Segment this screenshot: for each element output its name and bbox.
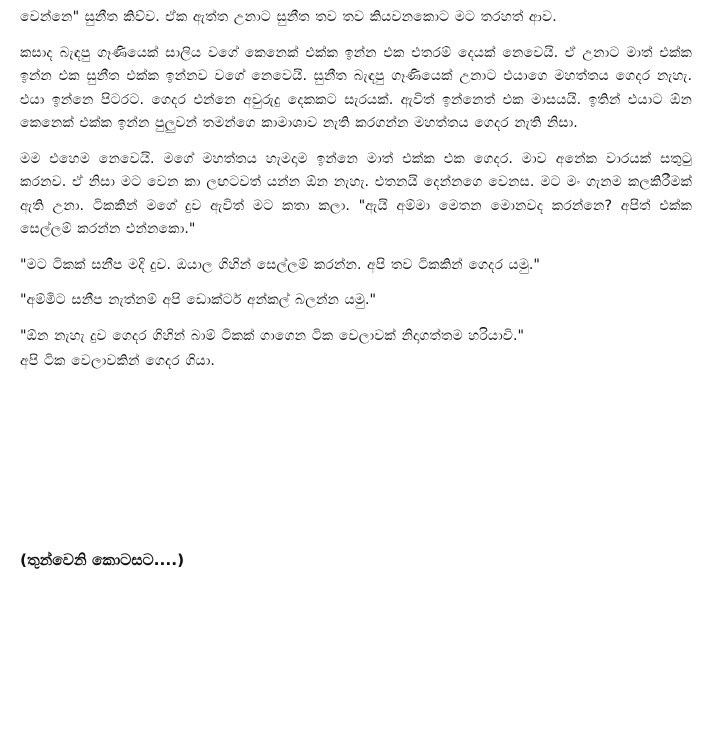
continued-note: (තුන්වෙනි කොටසට....)	[20, 551, 185, 569]
paragraph-3: මම එහෙම නෙවෙයි. මගේ මහත්තය හැමදාම ඉන්නෙ මාත් එක්ක එක ගෙදර. මාව අනේක වාරයක් සතුටු කරනව. ඒ නිසා මට වෙන කා ලඟටවත් යන්න ඕන නැහැ. එතනයි දෙන්නගෙ වෙනස. මට මං ගැනම කලකිරීමක් ඇති උනා. ටිකකින් මගේ දුව ඇවිත් මට කතා කලා. "ඇයි අම්මා මෙතන මොනවද කරන්නෙ? අපිත් එක්ක සෙල්ලම් කරන්න එන්නකො."	[20, 150, 692, 237]
document-body	[20, 6, 692, 386]
paragraph-6: "ඕන නැහැ දුව ගෙදර ගිහින් බාම් ටිකක් ගාගෙන ටික වෙලාවක් නිදාගත්තම හරියාවි."	[20, 327, 525, 344]
paragraph-5: "අම්මිට සනීප නැත්නම් අපි ඩොක්ටර් අන්කල් බලන්න යමු."	[20, 292, 377, 308]
paragraph-1: වෙන්නෙ" සුනීත කිව්ව. ඒක ඇත්ත උනාට සුනීත තව තව කියවනකොට මට තරහත් ආව.	[20, 9, 557, 25]
paragraph-4: "මට ටිකක් සනීප මදි දුව. ඔයාල ගිහින් සෙල්ලම් කරන්න. අපි තව ටිකකින් ගෙදර යමු."	[20, 256, 540, 273]
paragraph-7: අපි ටික වෙලාවකින් ගෙදර ගියා.	[20, 353, 215, 369]
paragraph-2: කසාද බැඳපු ගෑණියෙක් සාලිය වගේ කෙනෙක් එක්ක ඉන්න එක එතරම් දෙයක් නෙවෙයි. ඒ උනාට මාත් එක්ක ඉන්න එක සුනීත එක්ක ඉන්නව වගේ නෙවෙයි. සුනීත බැඳපු ගෑණියෙක් උනාට එයාගෙ මහත්තය ගෙදර නැහැ. එයා ඉන්නෙ පිටරට. ගෙදර එන්නෙ අවුරුදු දෙකකට සැරයක්. ඇවිත් ඉන්නෙත් එක මාසයයි. ඉතින් එයාට ඕන කෙනෙක් එක්ක ඉන්න පුලුවන් තමන්ගෙ කාමාශාව නැති කරගන්න මහත්තය ගෙදර නැති නිසා.	[20, 44, 692, 131]
